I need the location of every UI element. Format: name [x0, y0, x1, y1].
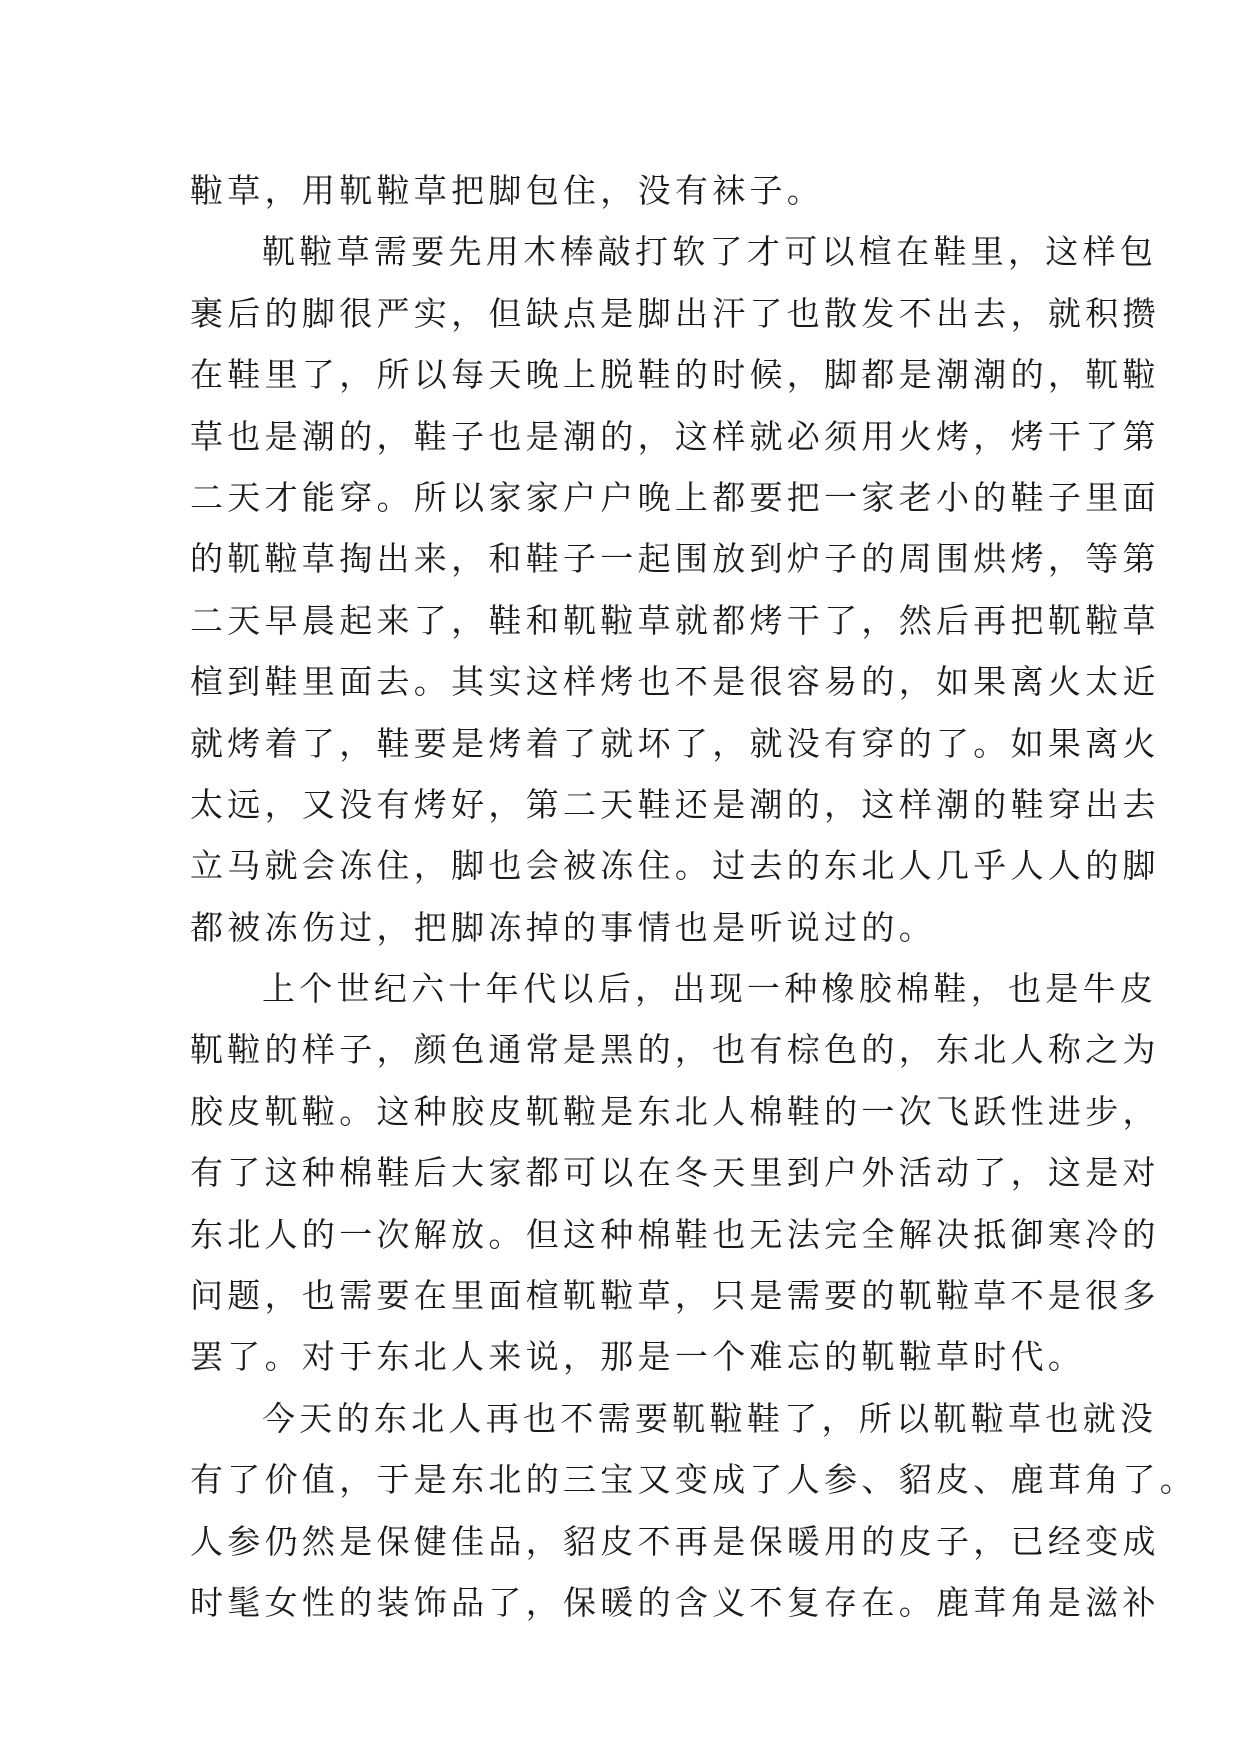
text-line: 的靰鞡草掏出来，和鞋子一起围放到炉子的周围烘烤，等第 [190, 539, 1160, 579]
text-line: 东北人的一次解放。但这种棉鞋也无法完全解决抵御寒冷的 [190, 1214, 1160, 1254]
text-line: 问题，也需要在里面楦靰鞡草，只是需要的靰鞡草不是很多 [190, 1276, 1160, 1316]
text-line: 有了这种棉鞋后大家都可以在冬天里到户外活动了，这是对 [190, 1153, 1160, 1193]
text-line: 有了价值，于是东北的三宝又变成了人参、貂皮、鹿茸角了。 [190, 1460, 1198, 1500]
text-line: 罢了。对于东北人来说，那是一个难忘的靰鞡草时代。 [190, 1337, 1086, 1377]
text-line: 上个世纪六十年代以后，出现一种橡胶棉鞋，也是牛皮 [262, 969, 1158, 1009]
text-line: 草也是潮的，鞋子也是潮的，这样就必须用火烤，烤干了第 [190, 416, 1160, 456]
text-line: 二天才能穿。所以家家户户晚上都要把一家老小的鞋子里面 [190, 477, 1160, 517]
text-line: 裹后的脚很严实，但缺点是脚出汗了也散发不出去，就积攒 [190, 293, 1160, 333]
text-line: 二天早晨起来了，鞋和靰鞡草就都烤干了，然后再把靰鞡草 [190, 600, 1160, 640]
text-line: 鞡草，用靰鞡草把脚包住，没有袜子。 [190, 171, 825, 210]
text-line: 人参仍然是保健佳品，貂皮不再是保暖用的皮子，已经变成 [190, 1521, 1160, 1561]
text-line: 今天的东北人再也不需要靰鞡鞋了，所以靰鞡草也就没 [262, 1398, 1158, 1438]
text-line: 在鞋里了，所以每天晚上脱鞋的时候，脚都是潮潮的，靰鞡 [190, 355, 1160, 395]
text-line: 就烤着了，鞋要是烤着了就坏了，就没有穿的了。如果离火 [190, 723, 1160, 763]
text-line: 胶皮靰鞡。这种胶皮靰鞡是东北人棉鞋的一次飞跃性进步， [190, 1091, 1160, 1131]
text-line: 太远，又没有烤好，第二天鞋还是潮的，这样潮的鞋穿出去 [190, 784, 1160, 824]
text-line: 靰鞡草需要先用木棒敲打软了才可以楦在鞋里，这样包 [262, 232, 1158, 272]
text-line: 立马就会冻住，脚也会被冻住。过去的东北人几乎人人的脚 [190, 846, 1160, 886]
text-line: 都被冻伤过，把脚冻掉的事情也是听说过的。 [190, 907, 936, 947]
text-line: 靰鞡的样子，颜色通常是黑的，也有棕色的，东北人称之为 [190, 1030, 1160, 1070]
body-text [190, 160, 1198, 1633]
text-line: 楦到鞋里面去。其实这样烤也不是很容易的，如果离火太近 [190, 662, 1160, 702]
text-line: 时髦女性的装饰品了，保暖的含义不复存在。鹿茸角是滋补 [190, 1582, 1160, 1622]
